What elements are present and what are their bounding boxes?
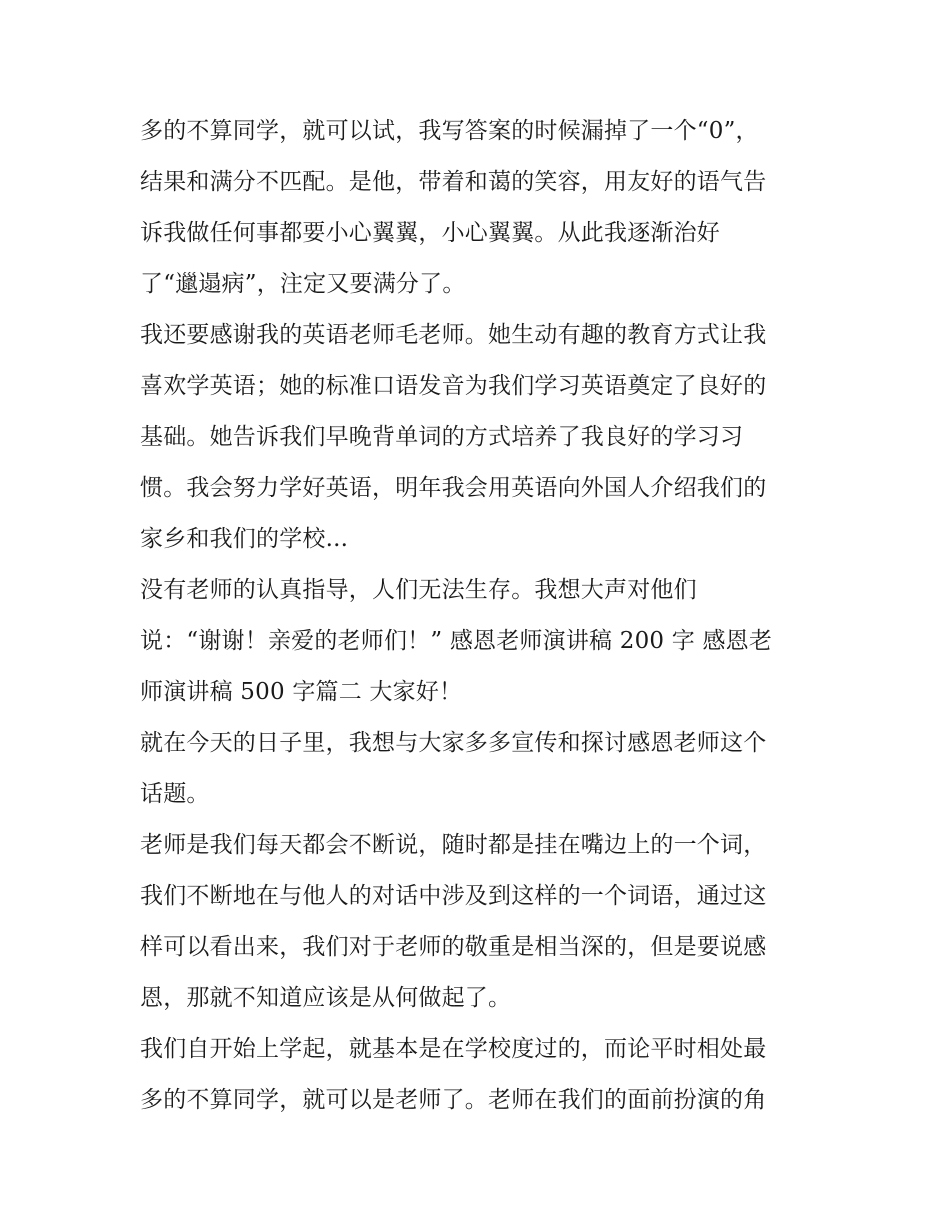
text-line: 多的不算同学，就可以是老师了。老师在我们的面前扮演的角 (140, 1087, 767, 1113)
text-line: 恩，那就不知道应该是从何做起了。 (140, 985, 512, 1011)
text-line: 了“邋遢病”，注定又要满分了。 (140, 271, 466, 297)
text-line: 惯。我会努力学好英语，明年我会用英语向外国人介绍我们的 (140, 475, 767, 501)
text-line: 没有老师的认真指导，人们无法生存。我想大声对他们 (140, 577, 697, 603)
text-line: 师演讲稿 500 字篇二 大家好！ (140, 679, 463, 705)
text-line: 话题。 (140, 781, 210, 807)
document-body (140, 106, 820, 1126)
text-line: 诉我做任何事都要小心翼翼，小心翼翼。从此我逐渐治好 (140, 220, 720, 246)
text-line: 老师是我们每天都会不断说，随时都是挂在嘴边上的一个词， (140, 832, 767, 858)
text-line: 基础。她告诉我们早晚背单词的方式培养了我良好的学习习 (140, 424, 744, 450)
text-line: 就在今天的日子里，我想与大家多多宣传和探讨感恩老师这个 (140, 730, 767, 756)
text-line: 多的不算同学，就可以试，我写答案的时候漏掉了一个“0”， (140, 118, 759, 144)
text-line: 我还要感谢我的英语老师毛老师。她生动有趣的教育方式让我 (140, 322, 767, 348)
text-line: 我们不断地在与他人的对话中涉及到这样的一个词语，通过这 (140, 883, 767, 909)
text-line: 结果和满分不匹配。是他，带着和蔼的笑容，用友好的语气告 (140, 169, 767, 195)
text-line: 说：“谢谢！亲爱的老师们！” 感恩老师演讲稿 200 字 感恩老 (140, 628, 773, 654)
text-line: 我们自开始上学起，就基本是在学校度过的，而论平时相处最 (140, 1036, 767, 1062)
text-line: 样可以看出来，我们对于老师的敬重是相当深的，但是要说感 (140, 934, 767, 960)
text-line: 家乡和我们的学校... (140, 526, 349, 552)
text-line: 喜欢学英语；她的标准口语发音为我们学习英语奠定了良好的 (140, 373, 767, 399)
